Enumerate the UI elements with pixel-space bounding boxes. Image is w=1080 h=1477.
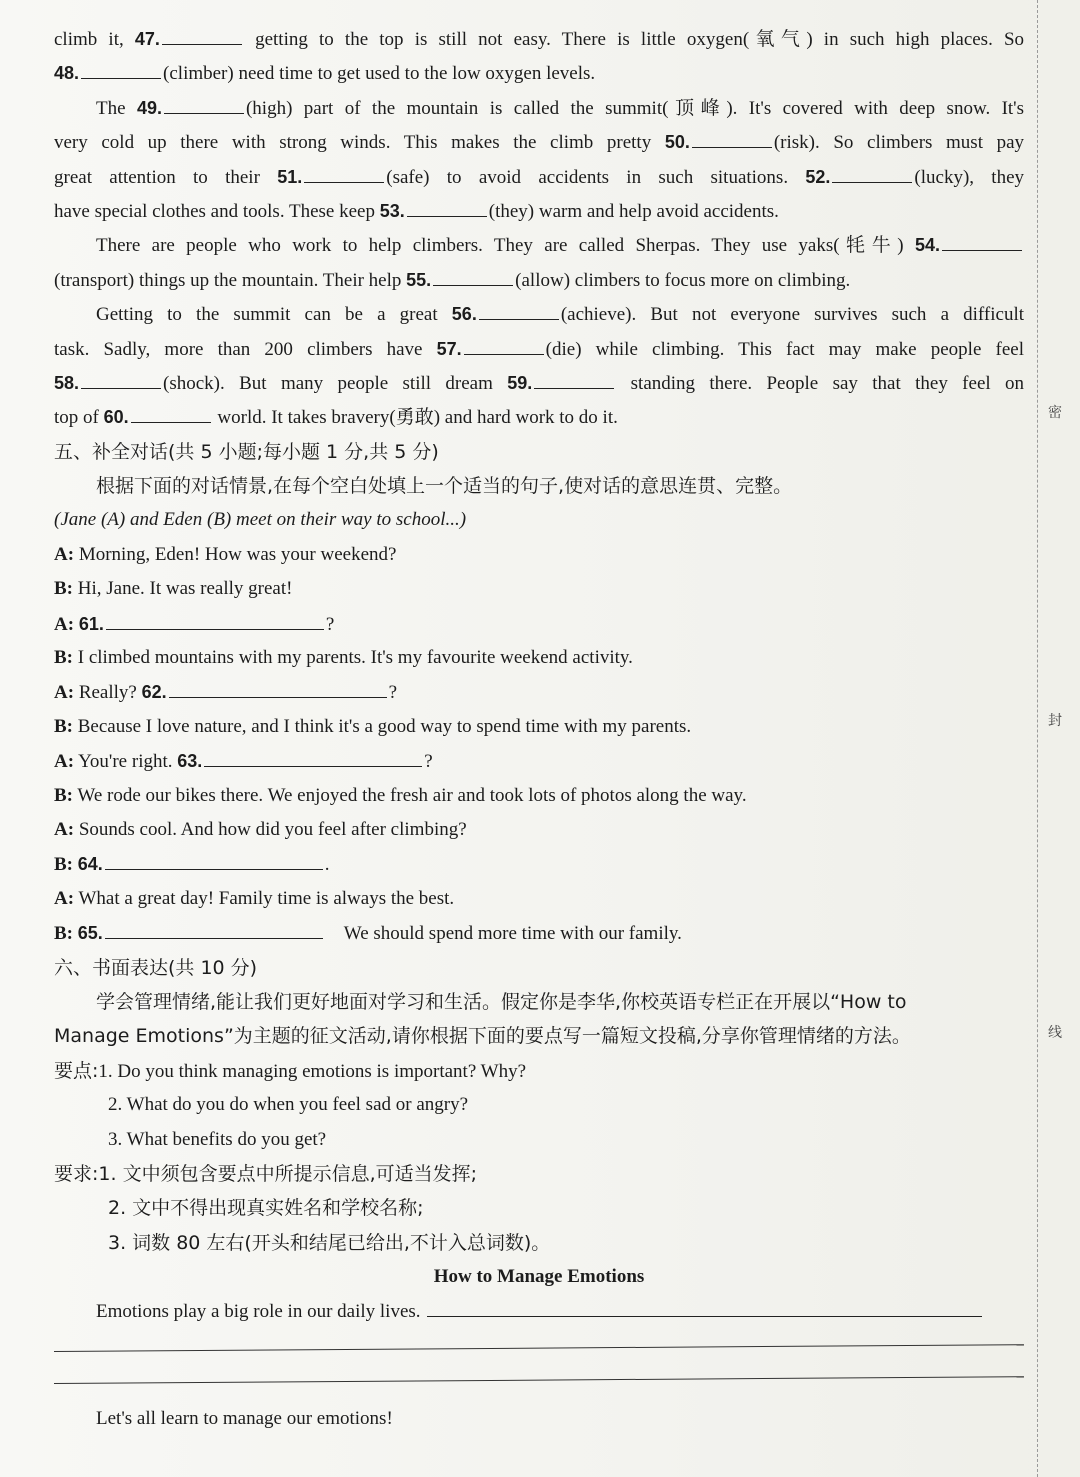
passage-line: task. Sadly, more than 200 climbers have 57. (die) while climbing. This fact may make people feel — [54, 332, 1024, 366]
question-number: 48. — [54, 63, 80, 84]
dialog-line: B: 65. We should spend more time with our family. — [54, 916, 1024, 950]
answer-blank-58[interactable] — [81, 366, 161, 389]
answer-blank-51[interactable] — [304, 160, 384, 183]
section-5-title: 五、补全对话(共 5 小题;每小题 1 分,共 5 分) — [54, 440, 439, 463]
point-item: 1. Do you think managing emotions is important? Why? — [98, 1060, 527, 1082]
section-6-title: 六、书面表达(共 10 分) — [54, 956, 258, 979]
dialog-line: A: Morning, Eden! How was your weekend? — [54, 543, 397, 565]
dialog-line: B: I climbed mountains with my parents. It's my favourite weekend activity. — [54, 647, 633, 669]
question-number: 54. — [914, 235, 941, 256]
points-label: 要点: — [54, 1059, 99, 1082]
dialog-line: B: We rode our bikes there. We enjoyed the fresh air and took lots of photos along the way. — [54, 784, 747, 806]
points-row — [54, 1054, 1024, 1088]
question-number: 64. — [77, 854, 103, 875]
question-number: 63. — [177, 751, 203, 772]
essay-writing-line[interactable] — [427, 1294, 982, 1317]
question-number: 60. — [103, 407, 129, 428]
essay-title: How to Manage Emotions — [433, 1266, 645, 1288]
essay-end-line: Let's all learn to manage our emotions! — [96, 1407, 393, 1429]
dialog — [54, 538, 1024, 951]
answer-blank-61[interactable] — [106, 607, 324, 630]
answer-blank-64[interactable] — [105, 847, 323, 870]
point-item: 2. What do you do when you feel sad or angry? — [108, 1094, 469, 1116]
dialog-line: B: Hi, Jane. It was really great! — [54, 578, 293, 600]
question-number: 50. — [664, 132, 690, 153]
passage-line: climb it, 47. getting to the top is still not easy. There is little oxygen(氧气) in such high places. So — [54, 22, 1024, 56]
answer-blank-59[interactable] — [534, 366, 614, 389]
question-number: 47. — [134, 29, 160, 49]
answer-blank-63[interactable] — [204, 744, 422, 767]
requirements-label: 要求: — [54, 1162, 99, 1185]
section-6-intro: Manage Emotions”为主题的征文活动,请你根据下面的要点写一篇短文投稿,分享你管理情绪的方法。 — [54, 1025, 911, 1048]
answer-blank-48[interactable] — [81, 56, 161, 79]
passage-line: There are people who work to help climbers. They are called Sherpas. They use yaks(牦牛) 54. — [54, 228, 1024, 262]
requirement-item: 1. 文中须包含要点中所提示信息,可适当发挥; — [98, 1162, 478, 1185]
answer-blank-49[interactable] — [164, 91, 244, 114]
requirements-row — [54, 1157, 1024, 1191]
binding-margin — [1037, 0, 1080, 1477]
question-number: 58. — [54, 372, 80, 393]
dialog-scene: (Jane (A) and Eden (B) meet on their way to school...) — [54, 509, 467, 531]
passage-line: top of 60. world. It takes bravery(勇敢) and hard work to do it. — [54, 400, 1024, 434]
passage-line: 58. (shock). But many people still dream 59. standing there. People say that they feel on — [54, 366, 1024, 400]
answer-blank-54[interactable] — [942, 228, 1022, 251]
question-number: 61. — [78, 613, 104, 634]
exam-content — [54, 22, 1024, 1436]
essay-writing-line[interactable] — [54, 1344, 1024, 1352]
dialog-line: A: Sounds cool. And how did you feel after climbing? — [54, 818, 467, 840]
answer-blank-65[interactable] — [105, 916, 323, 939]
binding-mark: 线 — [1048, 1025, 1062, 1041]
dialog-line: A: You're right. 63. ? — [54, 744, 1024, 778]
binding-mark: 封 — [1048, 713, 1062, 729]
dialog-line: A: Really? 62. ? — [54, 675, 1024, 709]
section-6-intro: 学会管理情绪,能让我们更好地面对学习和生活。假定你是李华,你校英语专栏正在开展以“How to — [96, 990, 907, 1013]
answer-blank-55[interactable] — [433, 263, 513, 286]
question-number: 53. — [379, 200, 405, 221]
answer-blank-47[interactable] — [162, 22, 242, 45]
answer-blank-57[interactable] — [464, 332, 544, 355]
essay-writing-area[interactable] — [54, 1363, 1024, 1397]
dialog-line: B: Because I love nature, and I think it's a good way to spend time with my parents. — [54, 715, 692, 737]
passage-line: Getting to the summit can be a great 56. (achieve). But not everyone survives such a difficult — [54, 297, 1024, 331]
question-number: 55. — [406, 269, 432, 290]
question-number: 56. — [451, 304, 477, 325]
question-number: 65. — [77, 923, 103, 944]
passage-line: 48. (climber) need time to get used to the low oxygen levels. — [54, 56, 1024, 90]
essay-writing-line[interactable] — [54, 1376, 1024, 1384]
passage-line: The 49. (high) part of the mountain is called the summit(顶峰). It's covered with deep snow. It's — [54, 91, 1024, 125]
question-number: 49. — [136, 97, 162, 118]
dialog-line: A: 61. ? — [54, 607, 1024, 641]
question-number: 57. — [436, 338, 462, 359]
answer-blank-52[interactable] — [832, 160, 912, 183]
answer-blank-50[interactable] — [692, 125, 772, 148]
passage-line: have special clothes and tools. These keep 53. (they) warm and help avoid accidents. — [54, 194, 1024, 228]
dialog-line: B: 64. . — [54, 847, 1024, 881]
answer-blank-60[interactable] — [131, 400, 211, 423]
question-number: 52. — [805, 166, 831, 187]
section-5-instruction: 根据下面的对话情景,在每个空白处填上一个适当的句子,使对话的意思连贯、完整。 — [96, 475, 793, 498]
question-number: 51. — [277, 166, 303, 187]
answer-blank-56[interactable] — [479, 297, 559, 320]
passage-line: (transport) things up the mountain. Their help 55. (allow) climbers to focus more on climbing. — [54, 263, 1024, 297]
passage-line: great attention to their 51. (safe) to avoid accidents in such situations. 52. (lucky), they — [54, 160, 1024, 194]
question-number: 62. — [141, 682, 167, 703]
essay-writing-area[interactable] — [54, 1329, 1024, 1363]
dialog-line: A: What a great day! Family time is always the best. — [54, 887, 455, 909]
essay-start-line: Emotions play a big role in our daily lives. — [54, 1294, 1024, 1328]
requirement-item: 2. 文中不得出现真实姓名和学校名称; — [108, 1197, 424, 1220]
binding-mark: 密 — [1048, 405, 1062, 421]
passage-line: very cold up there with strong winds. This makes the climb pretty 50. (risk). So climbers must pay — [54, 125, 1024, 159]
answer-blank-62[interactable] — [169, 675, 387, 698]
requirement-item: 3. 词数 80 左右(开头和结尾已给出,不计入总词数)。 — [108, 1231, 551, 1254]
question-number: 59. — [507, 372, 533, 393]
point-item: 3. What benefits do you get? — [108, 1128, 327, 1150]
answer-blank-53[interactable] — [407, 194, 487, 217]
